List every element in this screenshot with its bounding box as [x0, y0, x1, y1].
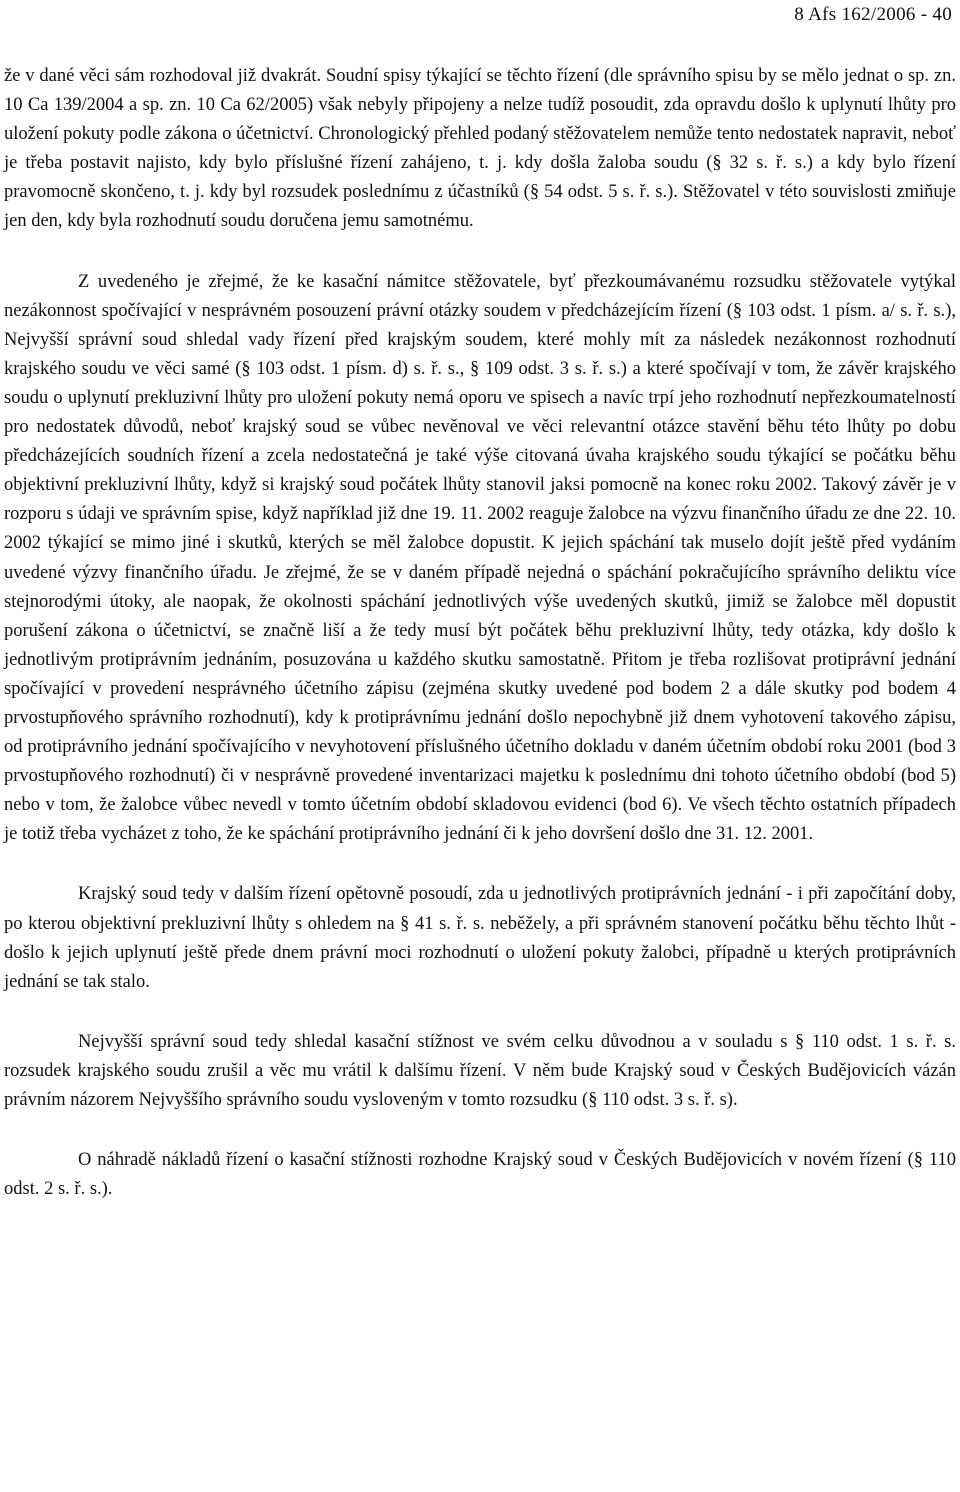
document-body [4, 62, 956, 1204]
case-reference: 8 Afs 162/2006 - 40 [794, 4, 952, 25]
paragraph-court-findings: Z uvedeného je zřejmé, že ke kasační námitce stěžovatele, byť přezkoumávanému rozsudku stěžovatele vytýkal nezákonnost spočívající v nesprávném posouzení právní otázky soudem v předcházejícím řízení (§ 103 odst. 1 písm. a/ s. ř. s.), Nejvyšší správní soud shledal vady řízení před krajským soudem, které mohly mít za následek nezákonnost rozhodnutí krajského soudu ve věci samé (§ 103 odst. 1 písm. d) s. ř. s., § 109 odst. 3 s. ř. s.) a které spočívají v tom, že závěr krajského soudu o uplynutí prekluzivní lhůty pro uložení pokuty nemá oporu ve spisech a navíc trpí jeho rozhodnutí nepřezkoumatelností pro nedostatek důvodů, neboť krajský soud se vůbec nevěnoval ve věci relevantní otázce stavění běhu této lhůty po dobu předcházejících soudních řízení a zcela nedostatečná je také výše citovaná úvaha krajského soudu týkající se počátku běhu objektivní prekluzivní lhůty, když si krajský soud počátek lhůty stanovil jaksi pomocně na konec roku 2002. Takový závěr je v rozporu s údaji ve správním spise, když například již dne 19. 11. 2002 reaguje žalobce na výzvu finančního úřadu ze dne 22. 10. 2002 týkající se mimo jiné i skutků, kterých se měl žalobce dopustit. K jejich spáchání tak muselo dojít ještě před vydáním uvedené výzvy finančního úřadu. Je zřejmé, že se v daném případě nejedná o spáchání pokračujícího správního deliktu více stejnorodými útoky, ale naopak, že okolnosti spáchání jednotlivých výše uvedených skutků, jimiž se žalobce měl dopustit porušení zákona o účetnictví, se značně liší a že tedy musí být počátek běhu prekluzivní lhůty, tedy otázka, kdy došlo k jednotlivým protiprávním jednáním, posuzována u každého skutku samostatně. Přitom je třeba rozlišovat protiprávní jednání spočívající v provedení nesprávného účetního zápisu (zejména skutky uvedené pod bodem 2 a dále skutky pod bodem 4 prvostupňového správního rozhodnutí), kdy k protiprávnímu jednání došlo nepochybně již dnem vyhotovení takového zápisu, od protiprávního jednání spočívajícího v nevyhotovení příslušného účetního dokladu v daném účetním období roku 2001 (bod 3 prvostupňového rozhodnutí) či v nesprávně provedené inventarizaci majetku k poslednímu dni tohoto účetního období (bod 5) nebo v tom, že žalobce vůbec nevedl v tomto účetním období skladovou evidenci (bod 6). Ve všech těchto ostatních případech je totiž třeba vycházet z toho, že ke spáchání protiprávního jednání či k jeho dovršení došlo dne 31. 12. 2001. [4, 271, 956, 845]
paragraph-costs: O náhradě nákladů řízení o kasační stížnosti rozhodne Krajský soud v Českých Budějovicích v novém řízení (§ 110 odst. 2 s. ř. s.). [4, 1150, 956, 1200]
paragraph-continuation: že v dané věci sám rozhodoval již dvakrát. Soudní spisy týkající se těchto řízení (dle správního spisu by se mělo jednat o sp. zn. 10 Ca 139/2004 a sp. zn. 10 Ca 62/2005) však nebyly připojeny a nelze tudíž posoudit, zda opravdu došlo k uplynutí lhůty pro uložení pokuty podle zákona o účetnictví. Chronologický přehled podaný stěžovatelem nemůže tento nedostatek napravit, neboť je třeba postavit najisto, kdy bylo příslušné řízení zahájeno, t. j. kdy došla žaloba soudu (§ 32 s. ř. s.) a kdy bylo řízení pravomocně skončeno, t. j. kdy byl rozsudek poslednímu z účastníků (§ 54 odst. 5 s. ř. s.). Stěžovatel v této souvislosti zmiňuje jen den, kdy byla rozhodnutí soudu doručena jemu samotnému. [4, 66, 956, 232]
paragraph-further-proceedings: Krajský soud tedy v dalším řízení opětovně posoudí, zda u jednotlivých protiprávních jednání - i při započítání doby, po kterou objektivní prekluzivní lhůty s ohledem na § 41 s. ř. s. neběžely, a při správném stanovení počátku běhu těchto lhůt - došlo k jejich uplynutí ještě přede dnem právní moci rozhodnutí o uložení pokuty žalobci, případně u kterých protiprávních jednání se tak stalo. [4, 884, 956, 992]
paragraph-decision: Nejvyšší správní soud tedy shledal kasační stížnost ve svém celku důvodnou a v souladu s § 110 odst. 1 s. ř. s. rozsudek krajského soudu zrušil a věc mu vrátil k dalšímu řízení. V něm bude Krajský soud v Českých Budějovicích vázán právním názorem Nejvyššího správního soudu vysloveným v tomto rozsudku (§ 110 odst. 3 s. ř. s). [4, 1031, 956, 1110]
